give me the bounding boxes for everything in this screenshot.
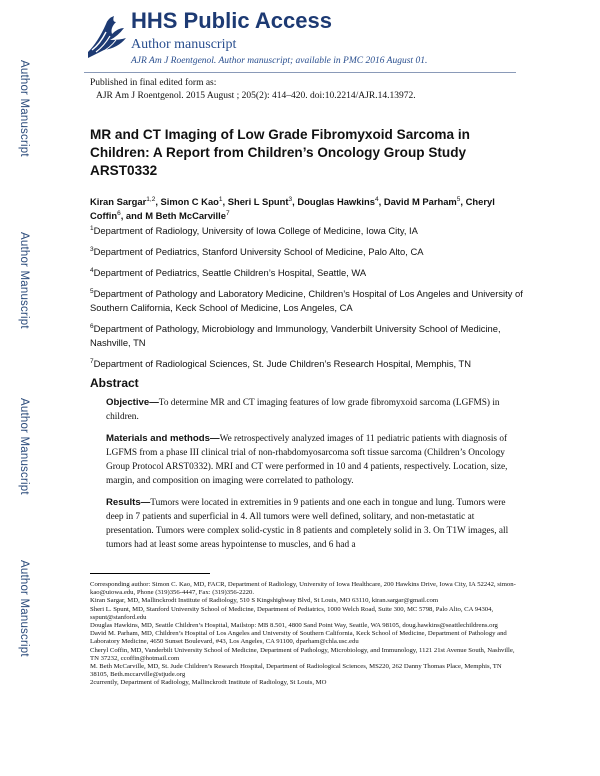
footnote: M. Beth McCarville, MD, St. Jude Children’s Research Hospital, Department of Radiological Sciences, MS220, 262 Danny Thomas Place, Memphis, TN 38105, Beth.mccarville@stjude.org	[90, 663, 502, 679]
article-title: MR and CT Imaging of Low Grade Fibromyxoid Sarcoma in Children: A Report from Children’s Oncology Group Study ARST0332	[90, 127, 470, 178]
affiliations	[90, 224, 530, 378]
side-label-author-manuscript: Author Manuscript	[18, 60, 30, 157]
hhs-eagle-logo-icon	[84, 12, 128, 62]
affiliation: $^5$Department of Pathology and Laboratory Medicine, Children’s Hospital of Los Angeles and University of Southern California, Keck School of Medicine, Los Angeles, CA	[90, 288, 523, 313]
hhs-public-access-title: HHS Public Access	[131, 8, 332, 33]
side-label-author-manuscript: Author Manuscript	[18, 398, 30, 495]
author-name: Kiran Sargar	[90, 196, 147, 207]
abstract-results: Results—Tumors were located in extremities in 9 patients and one each in tongue and lung. Tumors were deep in 7 patients and superficial in 4. All tumors were well defined, solitary, and non-metastatic at presentation. Tumors were complex solid-cystic in 8 patients and completely solid in 3. On T1W images, all tumors had at least some areas hypointense to muscles, and 6 had a	[106, 497, 509, 550]
author-name: Douglas Hawkins	[297, 196, 375, 207]
author-manuscript-label: Author manuscript	[131, 37, 237, 52]
author-name: Simon C Kao	[160, 196, 219, 207]
footnote: 2currently, Department of Radiology, Mallinckrodt Institute of Radiology, St Louis, MO	[90, 679, 327, 687]
footnote: David M. Parham, MD, Children’s Hospital of Los Angeles and University of Southern California, Keck School of Medicine, Department of Pathology and Laboratory Medicine, 4650 Sunset Boulevard, #43, Los Angeles, CA 91100, dparham@chla.usc.edu	[90, 630, 507, 646]
affiliation: $^7$Department of Radiological Sciences, St. Jude Children’s Research Hospital, Memphis, TN	[90, 358, 472, 369]
publication-info	[90, 77, 416, 103]
author-name: Cheryl Coffin	[90, 196, 495, 221]
affiliation: $^4$Department of Pediatrics, Seattle Children’s Hospital, Seattle, WA	[90, 267, 367, 278]
footnote: Kiran Sargar, MD, Mallinckrodt Institute of Radiology, 510 S Kingshighway Blvd, St Louis, MO 63110, kiran.sargar@gmail.com	[90, 597, 439, 605]
affiliation: $^3$Department of Pediatrics, Stanford University School of Medicine, Palo Alto, CA	[90, 246, 424, 257]
abstract-heading: Abstract	[90, 376, 139, 390]
footnote: Douglas Hawkins, MD, Seattle Children’s Hospital, Mailstop: MB 8.501, 4800 Sand Point Way, Seattle, WA 98105, doug.hawkins@seattlechildrens.org	[90, 622, 498, 630]
author-name: David M Parham	[383, 196, 457, 207]
side-label-author-manuscript: Author Manuscript	[18, 232, 30, 329]
footnote: Sheri L. Spunt, MD, Stanford University School of Medicine, Department of Pediatrics, 1000 Welch Road, Suite 300, MC 5798, Palo Alto, CA 94304, sspunt@stanford.edu	[90, 605, 494, 621]
affiliation: $^1$Department of Radiology, University of Iowa College of Medicine, Iowa City, IA	[90, 225, 418, 236]
citation: AJR Am J Roentgenol. 2015 August ; 205(2): 414–420. doi:10.2214/AJR.14.13972.	[96, 91, 416, 101]
footnotes	[90, 581, 520, 688]
header-divider	[84, 72, 516, 73]
abstract-methods: Materials and methods—We retrospectively analyzed images of 11 pediatric patients with diagnosis of LGFMS from a phase III clinical trial of non-rhabdomyosarcoma soft tissue sarcoma (Children’s Oncology Group Protocol ARST0332). MRI and CT were performed in 10 and 4 patients, respectively. Location, size, margin, and composition on imaging were correlated to pathology.	[106, 433, 508, 486]
footnote-divider	[90, 573, 210, 574]
abstract-body	[106, 396, 510, 560]
published-label: Published in final edited form as:	[90, 78, 217, 88]
footnote: Cheryl Coffin, MD, Vanderbilt University School of Medicine, Department of Pathology, Microbiology, and Immunology, 1121 21st Avenue South, Nashville, TN 37232, ccoffin@hotmail.com	[90, 646, 515, 662]
footnote: Corresponding author: Simon C. Kao, MD, FACR, Department of Radiology, University of Iowa Healthcare, 200 Hawkins Drive, Iowa City, IA 52242, simon-kao@uiowa.edu, Phone (319)356-4447, Fax: (319)356-2220.	[90, 581, 516, 597]
author-name: Sheri L Spunt	[227, 196, 289, 207]
author-list: Kiran Sargar$^{1,2}$, Simon C Kao$^1$, Sheri L Spunt$^3$, Douglas Hawkins$^4$, David M Parham$^5$, Cheryl Coffin$^6$, and M Beth McCarville$^7$	[90, 196, 495, 221]
affiliation: $^6$Department of Pathology, Microbiology and Immunology, Vanderbilt University School of Medicine, Nashville, TN	[90, 323, 501, 348]
journal-availability-line: AJR Am J Roentgenol. Author manuscript; available in PMC 2016 August 01.	[131, 56, 428, 66]
abstract-objective: Objective—To determine MR and CT imaging features of low grade fibromyxoid sarcoma (LGFMS) in children.	[106, 397, 500, 422]
author-name: M Beth McCarville	[145, 210, 226, 221]
side-label-author-manuscript: Author Manuscript	[18, 560, 30, 657]
